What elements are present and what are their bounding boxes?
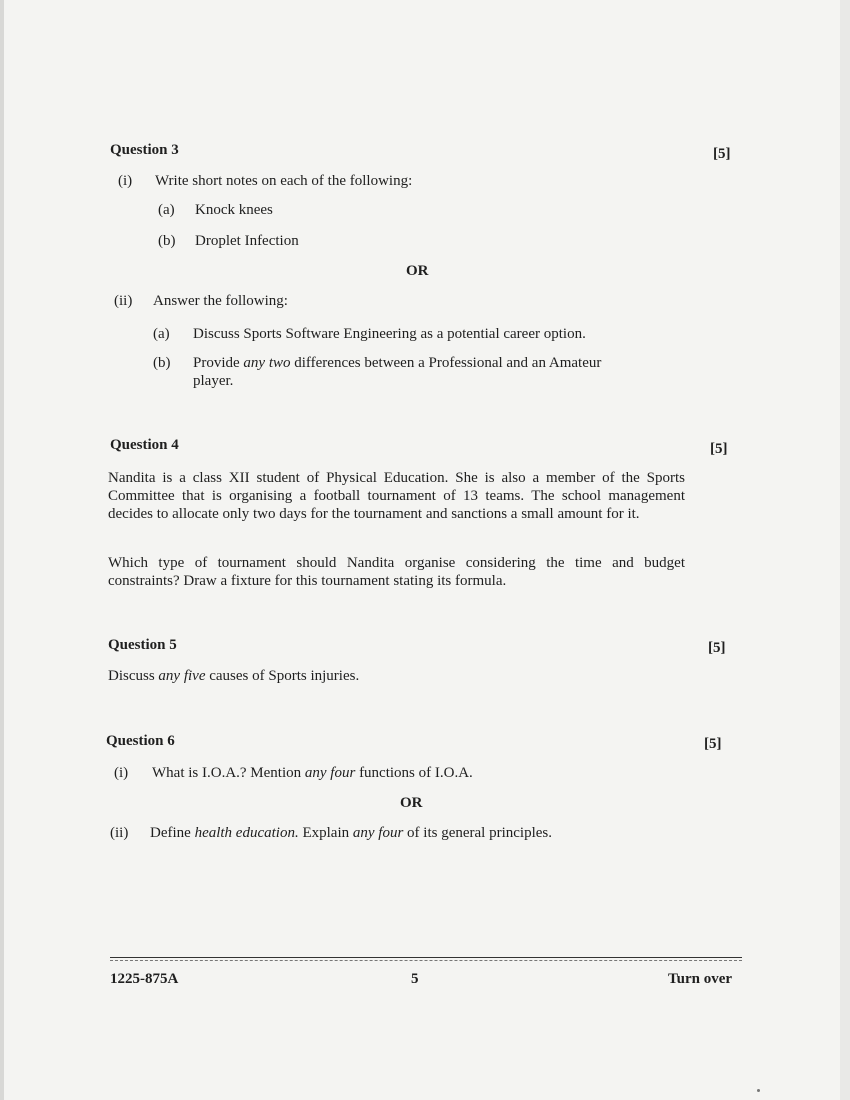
q3-part-ii-a-text: Discuss Sports Software Engineering as a potential career option.	[193, 326, 586, 342]
q3-part-i-b-number: (b)	[158, 233, 176, 249]
q3-part-i-b-text: Droplet Infection	[195, 233, 299, 249]
question-4-title: Question 4	[110, 437, 179, 453]
q3-part-i-number: (i)	[118, 173, 133, 189]
question-6-marks: [5]	[704, 736, 722, 752]
paper-code: 1225-875A	[110, 971, 179, 987]
q6-ii-emphasis-1: health education.	[194, 825, 299, 841]
q6-part-ii-text	[150, 824, 552, 843]
scan-left-edge	[0, 0, 4, 1100]
turn-over-note: Turn over	[668, 971, 733, 987]
q4-question-paragraph: Which type of tournament should Nandita organise considering the time and budget constraints? Draw a fixture for this tournament stating its formula.	[108, 555, 685, 589]
page-number: 5	[411, 971, 419, 987]
question-5-title: Question 5	[108, 637, 177, 653]
question-3-marks: [5]	[713, 146, 731, 162]
q3-part-i-text: Write short notes on each of the following:	[155, 173, 413, 189]
q6-i-pre: What is I.O.A.? Mention	[152, 765, 305, 781]
footer-divider	[110, 957, 742, 958]
q3-part-ii-text: Answer the following:	[153, 293, 288, 309]
question-3-title: Question 3	[110, 142, 179, 158]
footer-divider-dashed	[110, 960, 742, 961]
q6-ii-emphasis-2: any four	[352, 825, 404, 841]
question-6-title: Question 6	[106, 733, 175, 749]
q3-part-ii-number: (ii)	[114, 293, 133, 309]
q3-part-i-a-text: Knock knees	[195, 202, 273, 218]
q6-part-i-text	[152, 764, 473, 783]
question-4-marks: [5]	[710, 441, 728, 457]
q6-ii-post: of its general principles.	[403, 825, 553, 841]
question-5-marks: [5]	[708, 640, 726, 656]
q3-part-ii-b-line-1	[193, 354, 686, 373]
q3-ii-b-pre: Provide	[193, 355, 244, 371]
q3-part-ii-b-number: (b)	[153, 355, 171, 371]
q3-ii-b-post: differences between a Professional and an Amateur	[290, 355, 602, 371]
q6-ii-pre: Define	[150, 825, 195, 841]
q6-i-emphasis: any four	[304, 765, 356, 781]
q3-part-ii-b-line-2: player.	[193, 373, 234, 389]
q3-ii-b-emphasis: any two	[243, 355, 291, 371]
scan-speck	[757, 1089, 760, 1092]
q6-part-ii-number: (ii)	[110, 825, 129, 841]
q3-part-i-a-number: (a)	[158, 202, 175, 218]
q6-i-post: functions of I.O.A.	[355, 765, 473, 781]
q3-or-separator: OR	[406, 263, 429, 279]
q4-scenario-paragraph: Nandita is a class XII student of Physical Education. She is also a member of the Sports Committee that is organising a football tournament of 13 teams. The school management decides to allocate only two days for the tournament and sanctions a small amount for it.	[108, 470, 685, 522]
q5-post: causes of Sports injuries.	[205, 668, 360, 684]
q5-pre: Discuss	[108, 668, 159, 684]
q5-text	[108, 667, 359, 686]
q5-emphasis: any five	[158, 668, 206, 684]
q6-part-i-number: (i)	[114, 765, 129, 781]
q6-ii-mid: Explain	[298, 825, 353, 841]
q3-part-ii-a-number: (a)	[153, 326, 170, 342]
q6-or-separator: OR	[400, 795, 423, 811]
scan-right-edge	[840, 0, 850, 1100]
